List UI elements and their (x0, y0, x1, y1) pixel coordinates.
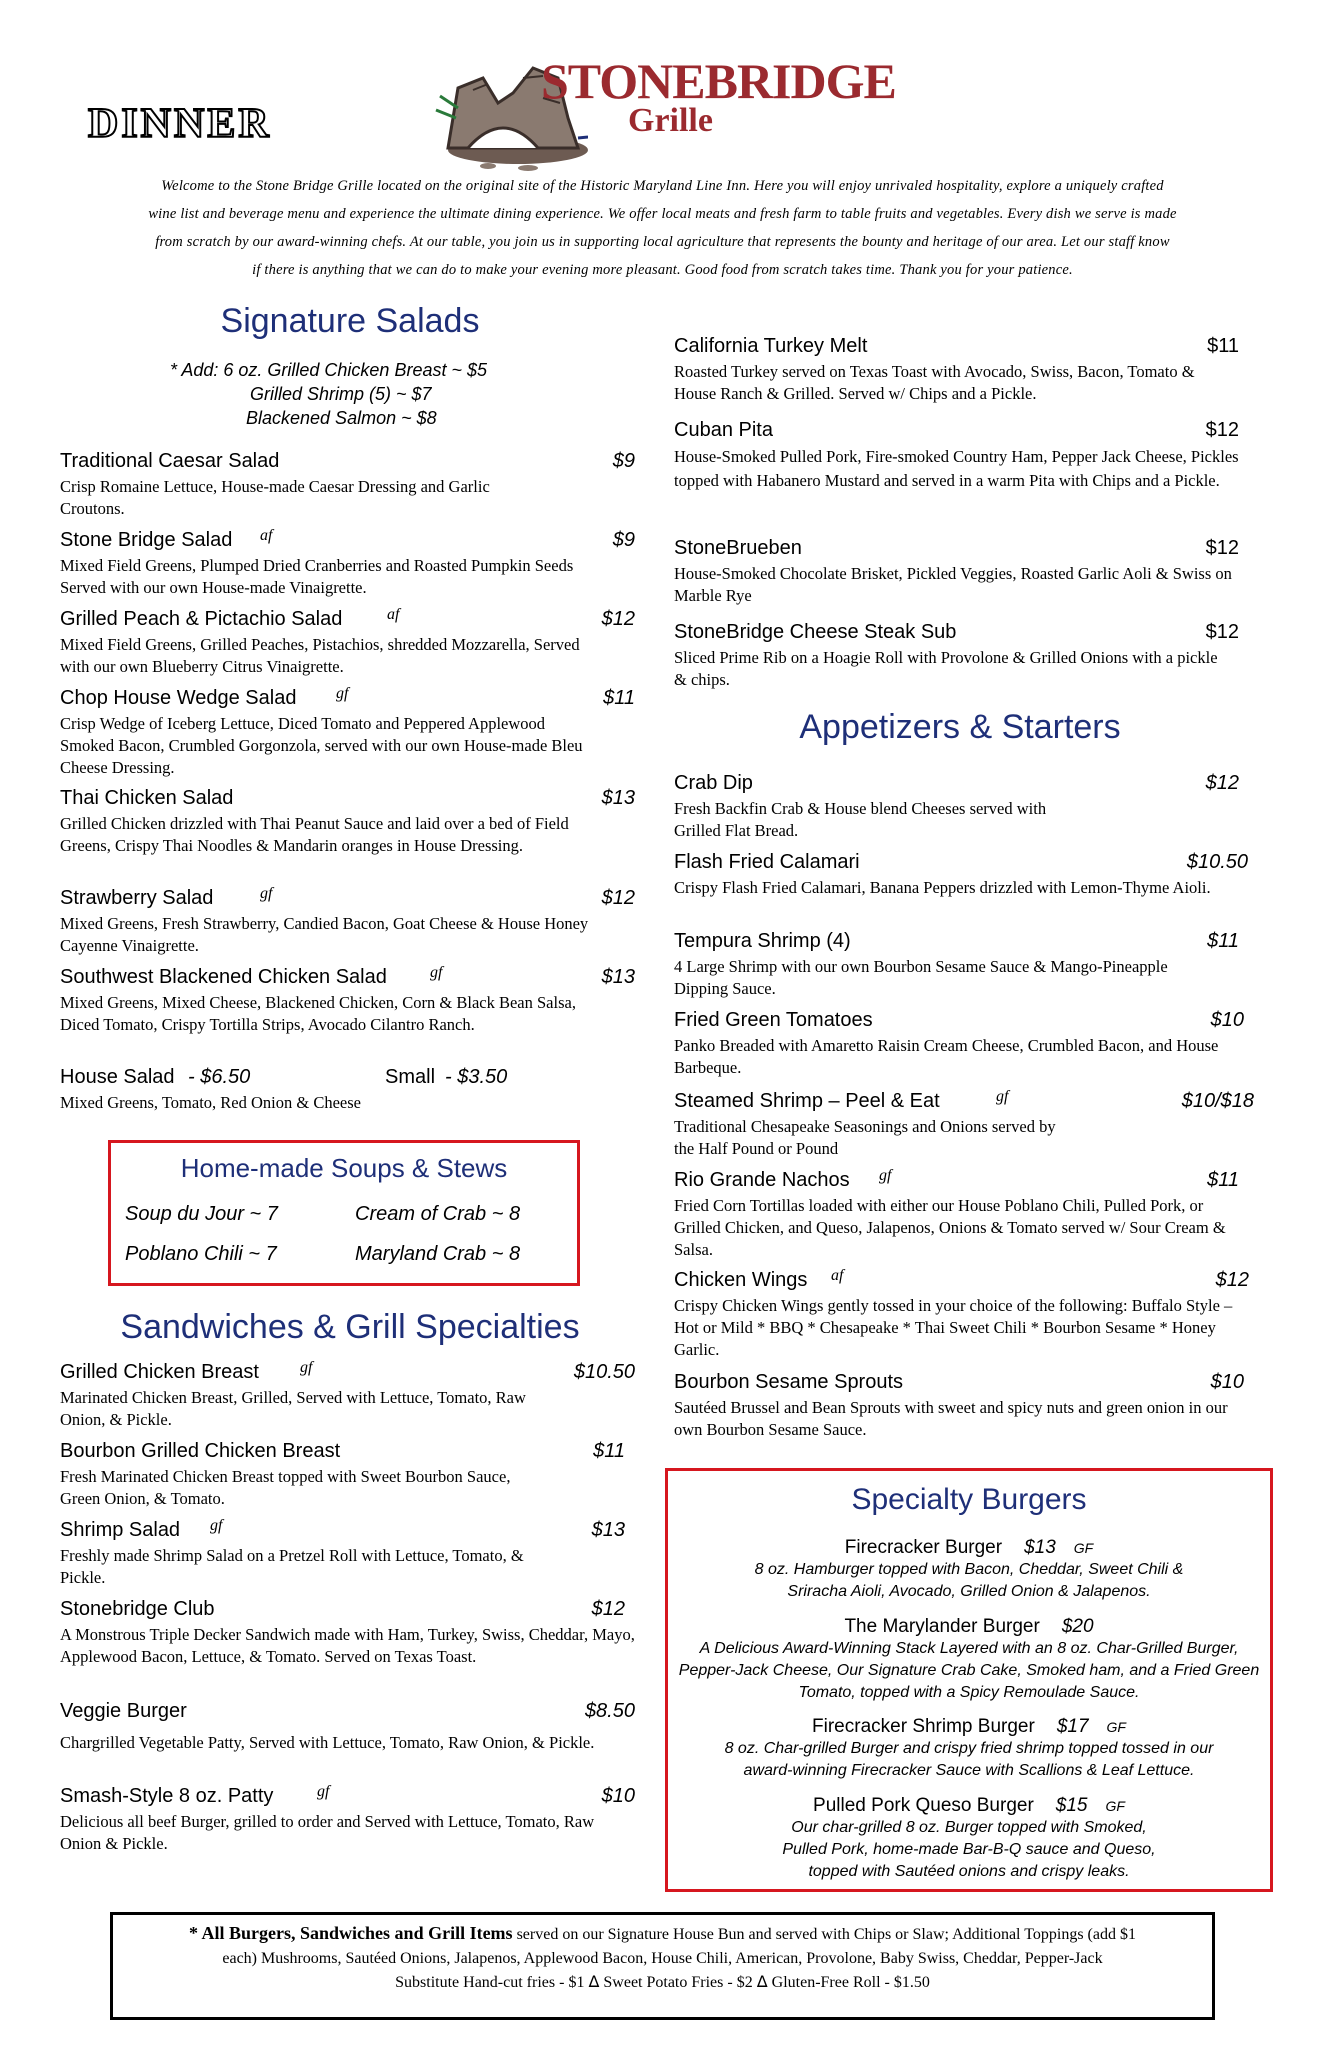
restaurant-logo (428, 48, 896, 178)
item-description: Fresh Backfin Crab & House blend Cheeses served with Grilled Flat Bread. (674, 799, 1047, 840)
menu-item (60, 687, 635, 779)
menu-item (674, 1009, 1244, 1079)
menu-item (674, 851, 1248, 899)
item-name: Thai Chicken Salad (60, 787, 234, 809)
welcome-line: if there is anything that we can do to make your evening more pleasant. Good food from scratch takes time. Thank you for your patience. (252, 262, 1073, 278)
sandwiches-title: Sandwiches & Grill Specialties (120, 1308, 580, 1346)
item-diet-tag: gf (260, 885, 273, 902)
item-diet-tag: af (387, 606, 400, 623)
item-name: Crab Dip (674, 772, 753, 794)
burger-description: A Delicious Award-Winning Stack Layered with an 8 oz. Char-Grilled Burger, Pepper-Jack Cheese, Our Signature Crab Cake, Smoked ham, and a Fried Green Tomato, topped with a Spicy Remoulade Sauce. (678, 1640, 1260, 1701)
menu-item (60, 887, 635, 957)
soup-item: Cream of Crab ~ 8 (355, 1203, 521, 1225)
menu-item (674, 772, 1239, 842)
item-name: Chop House Wedge Salad (60, 687, 297, 709)
item-description: Roasted Turkey served on Texas Toast with Avocado, Swiss, Bacon, Tomato & House Ranch & Grilled. Served w/ Chips and a Pickle. (674, 362, 1195, 403)
item-diet-tag: af (260, 527, 273, 544)
item-description: Crisp Wedge of Iceberg Lettuce, Diced Tomato and Peppered Applewood Smoked Bacon, Crumbled Gorgonzola, served with our own House-made Bleu Cheese Dressing. (60, 714, 583, 777)
addon-line: Blackened Salmon ~ $8 (246, 408, 437, 428)
burger-description: Our char-grilled 8 oz. Burger topped with Smoked, Pulled Pork, home-made Bar-B-Q sauce and Queso, topped with Sautéed onions and crispy leaks. (782, 1819, 1156, 1880)
menu-item (674, 1090, 1254, 1160)
item-description: Freshly made Shrimp Salad on a Pretzel Roll with Lettuce, Tomato, & Pickle. (60, 1546, 524, 1587)
welcome-line: wine list and beverage menu and experience the ultimate dining experience. We offer local meats and fresh farm to table fruits and vegetables. Every dish we serve is made (148, 206, 1177, 222)
item-description: Grilled Chicken drizzled with Thai Peanut Sauce and laid over a bed of Field Greens, Crispy Thai Noodles & Mandarin oranges in House Dressing. (60, 814, 569, 855)
item-price: $10 (1210, 1009, 1244, 1031)
item-description: House-Smoked Pulled Pork, Fire-smoked Country Ham, Pepper Jack Cheese, Pickles topped with Habanero Mustard and served in a warm Pita with Chips and a Pickle. (674, 447, 1239, 490)
item-diet-tag: af (831, 1267, 844, 1284)
item-price: $11 (603, 687, 635, 709)
item-name: Smash-Style 8 oz. Patty (60, 1785, 274, 1807)
soups-title: Home-made Soups & Stews (180, 1153, 508, 1183)
appetizers-title: Appetizers & Starters (799, 708, 1121, 746)
item-price: $11 (1207, 930, 1239, 952)
footer-line: served on our Signature House Bun and served with Chips or Slaw; Additional Toppings (add $1 (512, 1926, 1136, 1943)
item-description: Crispy Chicken Wings gently tossed in your choice of the following: Buffalo Style – Hot or Mild * BBQ * Chesapeake * Thai Sweet Chili * Bourbon Sesame * Honey Garlic. (674, 1296, 1233, 1359)
addon-line: * Add: 6 oz. Grilled Chicken Breast ~ $5 (170, 360, 487, 380)
burger-item (678, 1716, 1260, 1782)
addon-line: Grilled Shrimp (5) ~ $7 (250, 384, 432, 404)
salad-addons (170, 358, 530, 430)
item-price: $12 (1215, 1269, 1249, 1291)
item-name: Rio Grande Nachos (674, 1169, 850, 1191)
item-price: $10 (601, 1785, 635, 1807)
item-diet-tag: gf (336, 685, 349, 702)
burger-description: 8 oz. Char-grilled Burger and crispy fried shrimp topped tossed in our award-winning Firecracker Sauce with Scallions & Leaf Lettuce. (724, 1740, 1214, 1779)
item-description: 4 Large Shrimp with our own Bourbon Sesame Sauce & Mango-Pineapple Dipping Sauce. (674, 957, 1168, 998)
item-price: $10 (1210, 1371, 1244, 1393)
menu-item (60, 529, 635, 599)
item-price: $12 (601, 608, 635, 630)
item-price: $12 (601, 887, 635, 909)
menu-item (60, 966, 635, 1036)
item-name: California Turkey Melt (674, 335, 868, 357)
item-description: Chargrilled Vegetable Patty, Served with Lettuce, Tomato, Raw Onion, & Pickle. (60, 1733, 595, 1752)
item-price: $8.50 (584, 1700, 635, 1722)
item-price: $11 (1207, 335, 1239, 357)
item-price: $12 (1205, 772, 1239, 794)
item-description: Mixed Greens, Fresh Strawberry, Candied Bacon, Goat Cheese & House Honey Cayenne Vinaigrette. (60, 914, 589, 955)
item-price: $12 (1205, 621, 1239, 643)
welcome-message (100, 172, 1225, 284)
item-price: $9 (612, 450, 635, 472)
item-name: Traditional Caesar Salad (60, 450, 280, 472)
item-description: Marinated Chicken Breast, Grilled, Served with Lettuce, Tomato, Raw Onion, & Pickle. (60, 1388, 526, 1429)
burger-diet-tag: GF (1106, 1719, 1126, 1735)
item-name: StoneBrueben (674, 537, 802, 559)
soup-item: Poblano Chili ~ 7 (125, 1243, 277, 1265)
item-description: A Monstrous Triple Decker Sandwich made with Ham, Turkey, Swiss, Cheddar, Mayo, Applewood Bacon, Lettuce, & Tomato. Served on Texas Toast. (60, 1625, 635, 1666)
item-name: Grilled Chicken Breast (60, 1361, 259, 1383)
item-price: $10.50 (573, 1361, 635, 1383)
item-name: Bourbon Grilled Chicken Breast (60, 1440, 341, 1462)
menu-item (60, 1598, 635, 1668)
item-description: Traditional Chesapeake Seasonings and Onions served by the Half Pound or Pound (674, 1117, 1056, 1158)
item-description: Fried Corn Tortillas loaded with either our House Poblano Chili, Pulled Pork, or Grilled Chicken, and Queso, Jalapenos, Onions & Tomato served w/ Sour Cream & Salsa. (674, 1196, 1226, 1259)
menu-item (674, 930, 1239, 1000)
item-description: Delicious all beef Burger, grilled to order and Served with Lettuce, Tomato, Raw Onion & Pickle. (60, 1812, 595, 1853)
burger-name: Pulled Pork Queso Burger (813, 1795, 1034, 1816)
burger-description: 8 oz. Hamburger topped with Bacon, Cheddar, Sweet Chili & Sriracha Aioli, Avocado, Grilled Onion & Jalapenos. (754, 1561, 1184, 1600)
item-name: Steamed Shrimp – Peel & Eat (674, 1090, 940, 1112)
burger-item (678, 1537, 1260, 1603)
item-name: Chicken Wings (674, 1269, 808, 1291)
menu-item (60, 1700, 635, 1754)
logo-title: STONEBRIDGE (541, 53, 896, 109)
menu-item (674, 621, 1239, 691)
item-name: Strawberry Salad (60, 887, 214, 909)
item-name: Grilled Peach & Pictachio Salad (60, 608, 343, 630)
menu-item (674, 1169, 1239, 1261)
burgers-title: Specialty Burgers (851, 1483, 1087, 1516)
page-title: DINNER (88, 101, 272, 147)
menu-item (674, 1371, 1244, 1441)
small-size-price: - $3.50 (445, 1066, 508, 1088)
item-price: $12 (1205, 537, 1239, 559)
item-price: $10/$18 (1181, 1090, 1254, 1112)
burgers-box (665, 1468, 1273, 1892)
menu-item (60, 787, 635, 857)
menu-item (674, 335, 1239, 405)
item-price: $13 (601, 787, 635, 809)
item-diet-tag: gf (317, 1783, 330, 1800)
item-price: $9 (612, 529, 635, 551)
burger-name: The Marylander Burger (844, 1616, 1040, 1637)
menu-item (60, 1440, 625, 1510)
item-diet-tag: gf (300, 1359, 313, 1376)
burger-price: $15 (1055, 1795, 1088, 1816)
footer-lead: * All Burgers, Sandwiches and Grill Items (189, 1923, 513, 1943)
item-description: Sliced Prime Rib on a Hoagie Roll with Provolone & Grilled Onions with a pickle & chips. (674, 648, 1218, 689)
menu-item (60, 1519, 625, 1589)
menu-item (674, 537, 1239, 607)
item-name: Flash Fried Calamari (674, 851, 860, 873)
menu-item (60, 1785, 635, 1855)
burger-diet-tag: GF (1105, 1798, 1125, 1814)
item-description: Mixed Field Greens, Plumped Dried Cranberries and Roasted Pumpkin Seeds Served with our own House-made Vinaigrette. (60, 556, 574, 597)
item-price: $12 (1205, 419, 1239, 441)
item-name: StoneBridge Cheese Steak Sub (674, 621, 957, 643)
item-price: $11 (593, 1440, 625, 1462)
menu-item (60, 608, 635, 678)
menu-item (60, 1361, 635, 1431)
burger-price: $13 (1024, 1537, 1056, 1558)
item-diet-tag: gf (210, 1517, 223, 1534)
item-diet-tag: gf (879, 1167, 892, 1184)
welcome-line: from scratch by our award-winning chefs. At our table, you join us in supporting local agriculture that represents the bounty and heritage of our area. Let our staff know (155, 234, 1170, 250)
item-name: Veggie Burger (60, 1700, 187, 1722)
item-name: Southwest Blackened Chicken Salad (60, 966, 387, 988)
item-description: Crisp Romaine Lettuce, House-made Caesar Dressing and Garlic Croutons. (60, 477, 490, 518)
item-description: Panko Breaded with Amaretto Raisin Cream Cheese, Crumbled Bacon, and House Barbeque. (674, 1036, 1219, 1077)
menu-item (60, 450, 635, 520)
item-diet-tag: gf (996, 1088, 1009, 1105)
welcome-line: Welcome to the Stone Bridge Grille located on the original site of the Historic Maryland Line Inn. Here you will enjoy unrivaled hospitality, explore a uniquely crafted (161, 178, 1164, 194)
item-description: Mixed Greens, Mixed Cheese, Blackened Chicken, Corn & Black Bean Salsa, Diced Tomato, Crispy Tortilla Strips, Avocado Cilantro Ranch. (60, 993, 576, 1034)
burger-price: $20 (1061, 1616, 1094, 1637)
item-name: Bourbon Sesame Sprouts (674, 1371, 904, 1393)
item-price: $13 (591, 1519, 625, 1541)
item-price: $11 (1207, 1169, 1239, 1191)
menu-item (674, 1269, 1249, 1361)
soups-box (108, 1140, 580, 1286)
burger-price: $17 (1056, 1716, 1089, 1737)
item-price: $12 (591, 1598, 625, 1620)
small-size-label: Small (385, 1066, 436, 1088)
burger-item (678, 1616, 1260, 1704)
menu-item (674, 419, 1239, 493)
item-name: Fried Green Tomatoes (674, 1009, 873, 1031)
burger-diet-tag: GF (1073, 1540, 1094, 1556)
item-price: - $6.50 (188, 1066, 251, 1088)
item-description: Sautéed Brussel and Bean Sprouts with sweet and spicy nuts and green onion in our own Bourbon Sesame Sauce. (674, 1398, 1228, 1439)
footer-line: each) Mushrooms, Sautéed Onions, Jalapenos, Applewood Bacon, House Chili, American, Provolone, Baby Swiss, Cheddar, Pepper-Jack (222, 1950, 1103, 1967)
salads-title: Signature Salads (220, 302, 480, 340)
item-name: Cuban Pita (674, 419, 773, 441)
logo-subtitle: Grille (628, 102, 713, 139)
soup-item: Maryland Crab ~ 8 (355, 1243, 521, 1265)
item-name: Stone Bridge Salad (60, 529, 233, 551)
item-description: Mixed Field Greens, Grilled Peaches, Pistachios, shredded Mozzarella, Served with our own Blueberry Citrus Vinaigrette. (60, 635, 580, 676)
item-name: House Salad (60, 1066, 175, 1088)
item-description: Crispy Flash Fried Calamari, Banana Peppers drizzled with Lemon-Thyme Aioli. (674, 878, 1211, 897)
item-name: Shrimp Salad (60, 1519, 181, 1541)
item-price: $10.50 (1186, 851, 1248, 873)
item-description: House-Smoked Chocolate Brisket, Pickled Veggies, Roasted Garlic Aoli & Swiss on Marble Rye (674, 564, 1232, 605)
item-name: Tempura Shrimp (4) (674, 930, 851, 952)
item-diet-tag: gf (430, 964, 443, 981)
burger-name: Firecracker Burger (844, 1537, 1003, 1558)
menu-item-house-salad (60, 1066, 635, 1114)
item-description: Mixed Greens, Tomato, Red Onion & Cheese (60, 1093, 361, 1112)
soup-item: Soup du Jour ~ 7 (125, 1203, 278, 1225)
footer-notes (110, 1912, 1215, 2020)
item-name: Stonebridge Club (60, 1598, 215, 1620)
item-description: Fresh Marinated Chicken Breast topped with Sweet Bourbon Sauce, Green Onion, & Tomato. (60, 1467, 511, 1508)
burger-item (678, 1795, 1260, 1883)
burger-name: Firecracker Shrimp Burger (812, 1716, 1035, 1737)
item-price: $13 (601, 966, 635, 988)
footer-line: Substitute Hand-cut fries - $1 ᐃ Sweet Potato Fries - $2 ᐃ Gluten-Free Roll - $1.50 (395, 1974, 930, 1991)
